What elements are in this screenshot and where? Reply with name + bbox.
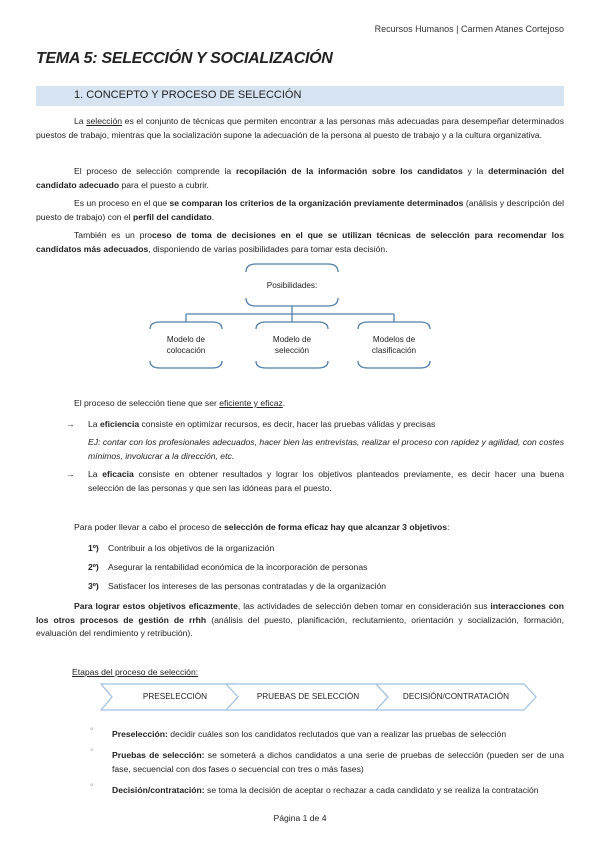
diagram-node-seleccion: Modelo de selección: [272, 335, 312, 355]
paragraph-decision-making: También es un proceso de toma de decisiones en el que se utilizan técnicas de selección para recomendar los candidatos más adecuados, disponiendo de varias posibilidades para tomar esta decisión.: [36, 230, 564, 254]
node-center-top-arc: [256, 322, 328, 329]
section-heading-text: 1. CONCEPTO Y PROCESO DE SELECCIÓN: [74, 89, 302, 101]
paragraph-efficient-effective: El proceso de selección tiene que ser eficiente y eficaz.: [74, 398, 286, 408]
objective-item: 2º) Asegurar la rentabilidad económica de la incorporación de personas: [88, 562, 368, 572]
node-left-bottom-arc: [150, 361, 222, 368]
stage-detail-item: ° Pruebas de selección: se someterá a dichos candidatos a una serie de pruebas de selección (pueden ser de una fase, secuencial con dos fases o secuencial con tres o más fases): [90, 747, 564, 774]
page-header: Recursos Humanos | Carmen Atanes Cortejoso: [374, 24, 564, 34]
paragraph-compare-criteria: Es un proceso en el que se comparan los criterios de la organización previamente determinados (análisis y descripción del puesto de trabajo) con el perfil del candidato.: [36, 198, 564, 222]
bullet-efficiency: → La eficiencia consiste en optimizar recursos, es decir, hacer las pruebas válidas y precisas: [88, 418, 564, 432]
page-footer: Página 1 de 4: [273, 813, 327, 823]
node-center-bottom-arc: [256, 361, 328, 368]
bullet-icon: °: [90, 726, 94, 736]
efficiency-example: EJ: contar con los profesionales adecuados, hacer bien las entrevistas, realizar el proceso con rapidez y agilidad, con costes mínimos, involucrar a la dirección, etc.: [88, 437, 564, 461]
page-title: TEMA 5: SELECCIÓN Y SOCIALIZACIÓN: [36, 50, 333, 67]
diagram-node-clasificacion: Modelos de clasificación: [371, 335, 417, 355]
diagram-node-colocacion: Modelo de colocación: [166, 335, 206, 355]
paragraph-three-objectives: Para poder llevar a cabo el proceso de selección de forma eficaz hay que alcanzar 3 objetivos:: [74, 522, 450, 532]
bullet-efficacy: → La eficacia consiste en obtener resultados y lograr los objetivos planteados previamente, es decir hacer una buena selección de las personas y que sen las idóneas para el puesto.: [66, 469, 565, 493]
bullet-icon: °: [90, 782, 94, 792]
possibilities-top-arc: [246, 264, 338, 272]
stages-chevron-diagram: [100, 683, 540, 711]
right-arrow-icon: →: [66, 419, 75, 429]
possibilities-bottom-arc: [246, 298, 338, 306]
paragraph-interactions: Para lograr estos objetivos eficazmente, las actividades de selección deben tomar en consideración sus interacciones con los otros procesos de gestión de rrhh (análisis del puesto, planificación, reclutamiento, orientación y socialización, formación, evaluación del rendimiento y retribución).: [36, 601, 564, 639]
node-left-top-arc: [150, 322, 222, 329]
bullet-icon: °: [90, 747, 94, 757]
stage-label: DECISIÓN/CONTRATACIÓN: [402, 692, 510, 701]
stage-label: PRUEBAS DE SELECCIÓN: [256, 692, 360, 701]
paragraph-process-comprises: El proceso de selección comprende la recopilación de la información sobre los candidatos y la determinación del candidato adecuado para el puesto a cubrir.: [36, 166, 565, 190]
right-arrow-icon: →: [66, 469, 75, 479]
stages-title: Etapas del proceso de selección:: [72, 667, 199, 677]
objective-item: 3º) Satisfacer los intereses de las personas contratadas y de la organización: [88, 581, 387, 591]
paragraph-selection-definition: La selección es el conjunto de técnicas que permiten encontrar a las personas más adecuadas para desempeñar determinados puestos de trabajo, mientras que la socialización supone la adecuación de la persona al puesto de trabajo y a la cultura organizativa.: [36, 116, 564, 140]
objective-item: 1º) Contribuir a los objetivos de la organización: [88, 543, 275, 553]
stage-detail-item: ° Decisión/contratación: se toma la decisión de aceptar o rechazar a cada candidato y se realiza la contratación: [90, 782, 539, 795]
stage-detail-item: ° Preselección: decidir cuáles son los candidatos reclutados que van a realizar las pruebas de selección: [90, 726, 507, 739]
node-right-top-arc: [358, 322, 430, 329]
section-heading: [36, 86, 564, 106]
stage-label: PRESELECCIÓN: [142, 692, 208, 701]
diagram-root-label: Posibilidades:: [266, 281, 318, 290]
node-right-bottom-arc: [358, 361, 430, 368]
